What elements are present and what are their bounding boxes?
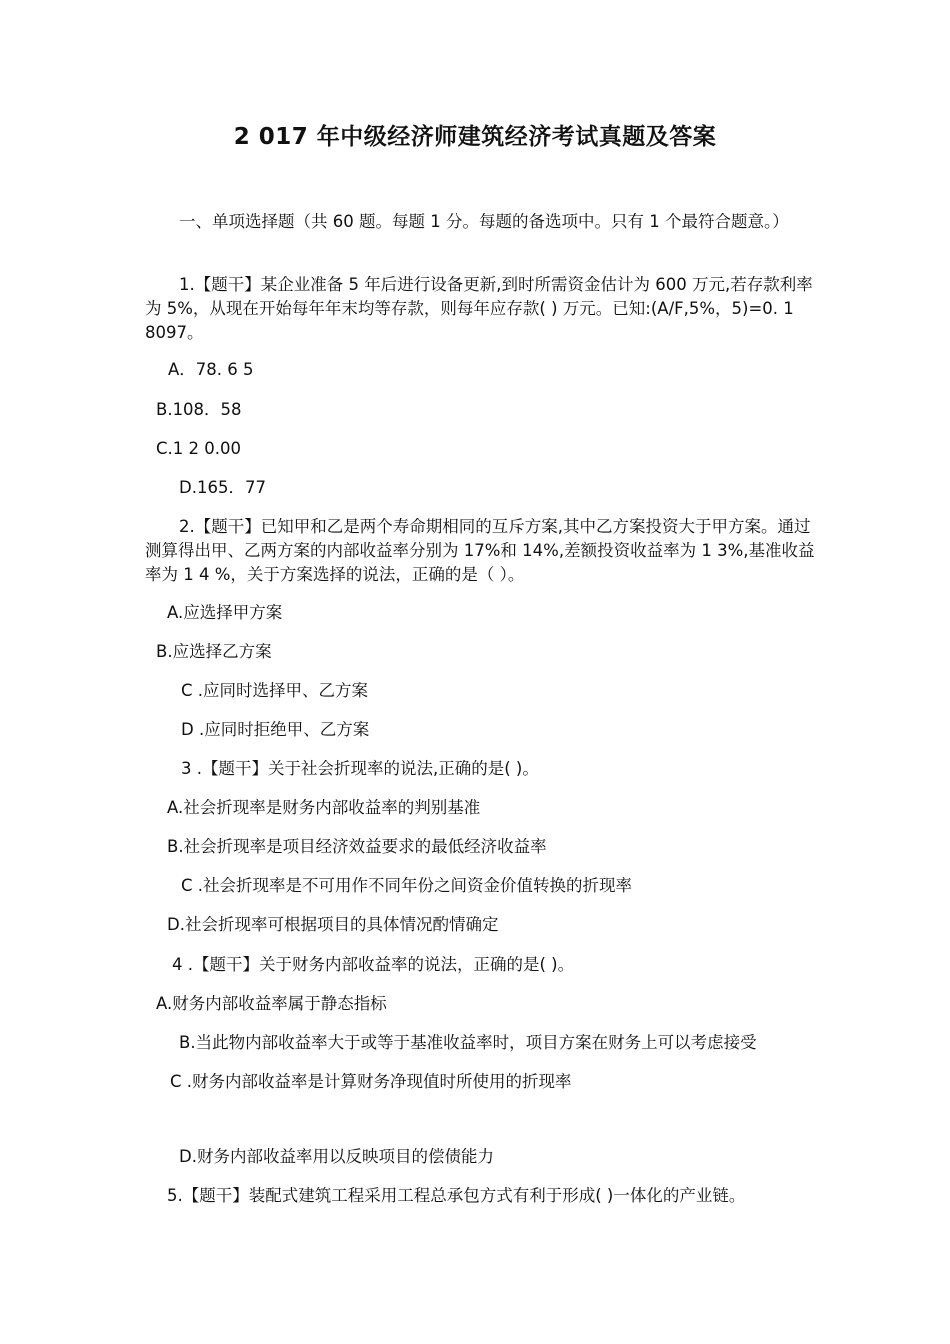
question-3-stem: 3 .【题干】关于社会折现率的说法,正确的是( )。 <box>181 759 539 778</box>
question-4-option-d: D.财务内部收益率用以反映项目的偿债能力 <box>179 1147 494 1166</box>
question-3-option-d: D.社会折现率可根据项目的具体情况酌情确定 <box>167 915 499 934</box>
question-2-stem: 2.【题干】已知甲和乙是两个寿命期相同的互斥方案,其中乙方案投资大于甲方案。通过测算得出甲、乙两方案的内部收益率分别为 17%和 14%,差额投资收益率为 1 3%,基准收益率为 1 4 %，关于方案选择的说法，正确的是（ ）。 <box>145 517 815 584</box>
question-3-option-b: B.社会折现率是项目经济效益要求的最低经济收益率 <box>167 837 547 856</box>
question-5-stem: 5.【题干】装配式建筑工程采用工程总承包方式有利于形成( )一体化的产业链。 <box>167 1186 746 1205</box>
question-4-option-b: B.当此物内部收益率大于或等于基准收益率时，项目方案在财务上可以考虑接受 <box>179 1033 757 1052</box>
question-3-option-c: C .社会折现率是不可用作不同年份之间资金价值转换的折现率 <box>181 876 633 895</box>
question-1-option-a: A．78. 6 5 <box>168 360 254 379</box>
question-4-option-a: A.财务内部收益率属于静态指标 <box>156 994 387 1013</box>
section-heading: 一、单项选择题（共 60 题。每题 1 分。每题的备选项中。只有 1 个最符合题意。） <box>179 212 789 231</box>
question-2-option-d: D .应同时拒绝甲、乙方案 <box>181 720 370 739</box>
question-2-option-a: A.应选择甲方案 <box>167 603 283 622</box>
question-1-option-b: B.108．58 <box>156 400 242 419</box>
question-1-stem: 1.【题干】某企业准备 5 年后进行设备更新,到时所需资金估计为 600 万元,若存款利率为 5%，从现在开始每年年末均等存款，则每年应存款( ) 万元。已知:(A/F,5%，5)=0. 1 8097。 <box>145 275 813 342</box>
question-4-stem: 4 .【题干】关于财务内部收益率的说法，正确的是( )。 <box>172 955 575 974</box>
document-title: 2 017 年中级经济师建筑经济考试真题及答案 <box>233 124 717 150</box>
question-1-option-d: D.165．77 <box>179 478 266 497</box>
question-1-option-c: C.1 2 0.00 <box>156 439 241 458</box>
question-2-option-c: C .应同时选择甲、乙方案 <box>181 681 369 700</box>
question-2-option-b: B.应选择乙方案 <box>156 642 272 661</box>
question-4-option-c: C .财务内部收益率是计算财务净现值时所使用的折现率 <box>170 1072 572 1091</box>
question-3-option-a: A.社会折现率是财务内部收益率的判别基准 <box>167 798 481 817</box>
